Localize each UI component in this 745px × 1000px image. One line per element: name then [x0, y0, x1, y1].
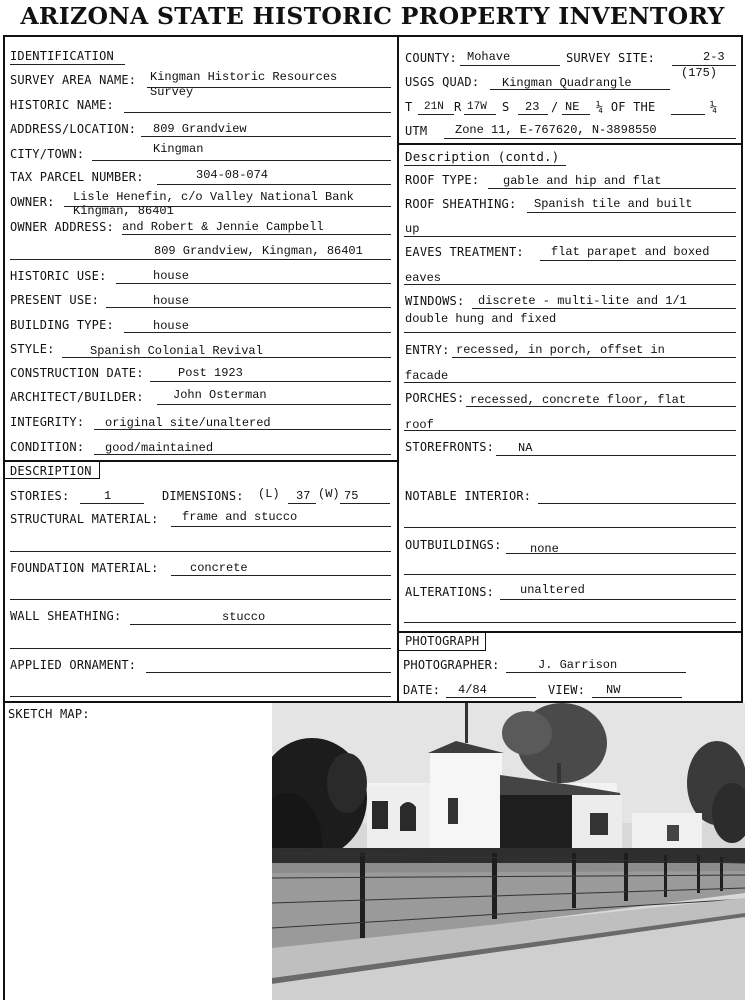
alterations-label: ALTERATIONS:: [405, 585, 495, 599]
trs-slash: /: [551, 100, 559, 114]
tax-parcel-value[interactable]: 304-08-074: [196, 168, 269, 182]
porches-value-2[interactable]: roof: [405, 418, 434, 432]
owner-label: OWNER:: [10, 195, 55, 209]
entry-label: ENTRY:: [405, 343, 450, 357]
description-heading: DESCRIPTION: [10, 464, 92, 478]
outbuildings-label: OUTBUILDINGS:: [405, 538, 502, 552]
utm-value[interactable]: Zone 11, E-767620, N-3898550: [455, 123, 657, 137]
survey-site-value[interactable]: 2-3: [703, 50, 725, 64]
owner-address-value[interactable]: and Robert & Jennie Campbell: [122, 220, 324, 234]
eaves-label: EAVES TREATMENT:: [405, 245, 524, 259]
wall-sheathing-label: WALL SHEATHING:: [10, 609, 122, 623]
foundation-material-label: FOUNDATION MATERIAL:: [10, 561, 159, 575]
survey-area-value-2[interactable]: Survey: [150, 85, 194, 99]
present-use-label: PRESENT USE:: [10, 293, 100, 307]
present-use-value[interactable]: house: [153, 294, 190, 308]
roof-type-value[interactable]: gable and hip and flat: [503, 174, 662, 188]
address-value[interactable]: 809 Grandview: [153, 122, 247, 136]
stories-value[interactable]: 1: [104, 489, 112, 503]
roof-sheathing-label: ROOF SHEATHING:: [405, 197, 517, 211]
style-label: STYLE:: [10, 342, 55, 356]
survey-site-label: SURVEY SITE:: [566, 51, 656, 65]
dimensions-label: DIMENSIONS:: [162, 489, 244, 503]
photo-date-value[interactable]: 4/84: [458, 683, 487, 697]
style-value[interactable]: Spanish Colonial Revival: [90, 344, 263, 358]
county-label: COUNTY:: [405, 51, 457, 65]
trs-r-label: R: [454, 100, 462, 114]
integrity-label: INTEGRITY:: [10, 415, 85, 429]
utm-label: UTM: [405, 124, 428, 138]
sketch-map-box: [3, 701, 274, 1000]
notable-interior-label: NOTABLE INTERIOR:: [405, 489, 532, 503]
architect-value[interactable]: John Osterman: [173, 388, 267, 402]
windows-value-2[interactable]: double hung and fixed: [405, 312, 557, 326]
trs-quarter-value[interactable]: NE: [565, 100, 580, 114]
applied-ornament-field[interactable]: [146, 672, 391, 673]
entry-value[interactable]: recessed, in porch, offset in: [456, 343, 665, 357]
porches-label: PORCHES:: [405, 391, 465, 405]
identification-heading: IDENTIFICATION: [10, 49, 114, 63]
dim-w-value[interactable]: 75: [344, 489, 359, 503]
historic-name-label: HISTORIC NAME:: [10, 98, 114, 112]
structural-material-label: STRUCTURAL MATERIAL:: [10, 512, 159, 526]
integrity-value[interactable]: original site/unaltered: [105, 416, 271, 430]
roof-sheathing-value[interactable]: Spanish tile and built: [534, 197, 693, 211]
usgs-quad-label: USGS QUAD:: [405, 75, 480, 89]
city-value[interactable]: Kingman: [153, 142, 204, 156]
building-type-value[interactable]: house: [153, 319, 190, 333]
construction-date-label: CONSTRUCTION DATE:: [10, 366, 144, 380]
photographer-value[interactable]: J. Garrison: [538, 658, 618, 672]
trs-s-label: S: [502, 100, 510, 114]
stories-label: STORIES:: [10, 489, 70, 503]
property-photo: [272, 703, 745, 1000]
outbuildings-value[interactable]: none: [530, 542, 559, 556]
description-contd-box: [397, 143, 743, 633]
eaves-value-2[interactable]: eaves: [405, 271, 442, 285]
historic-use-value[interactable]: house: [153, 269, 190, 283]
city-label: CITY/TOWN:: [10, 147, 85, 161]
county-value[interactable]: Mohave: [467, 50, 511, 64]
applied-ornament-label: APPLIED ORNAMENT:: [10, 658, 137, 672]
photo-date-label: DATE:: [403, 683, 441, 697]
foundation-material-value[interactable]: concrete: [190, 561, 248, 575]
eaves-value[interactable]: flat parapet and boxed: [551, 245, 710, 259]
trs-t-label: T: [405, 100, 413, 114]
usgs-quad-value[interactable]: Kingman Quadrangle: [502, 76, 632, 90]
historic-name-field[interactable]: [124, 112, 391, 113]
owner-value[interactable]: Lisle Henefin, c/o Valley National Bank: [73, 190, 354, 204]
owner-address-label: OWNER ADDRESS:: [10, 220, 114, 234]
form-title: ARIZONA STATE HISTORIC PROPERTY INVENTORY: [20, 2, 725, 30]
photo-view-value[interactable]: NW: [606, 683, 621, 697]
sketch-map-heading: SKETCH MAP:: [8, 707, 90, 721]
photo-view-label: VIEW:: [548, 683, 586, 697]
address-label: ADDRESS/LOCATION:: [10, 122, 137, 136]
alterations-value[interactable]: unaltered: [520, 583, 585, 597]
structural-material-value[interactable]: frame and stucco: [182, 510, 298, 524]
dim-l-label: (L): [258, 487, 280, 501]
storefronts-label: STOREFRONTS:: [405, 440, 495, 454]
roof-sheathing-value-2[interactable]: up: [405, 222, 420, 236]
storefronts-value[interactable]: NA: [518, 441, 533, 455]
windows-label: WINDOWS:: [405, 294, 465, 308]
construction-date-value[interactable]: Post 1923: [178, 366, 243, 380]
photograph-heading: PHOTOGRAPH: [405, 634, 480, 648]
tax-parcel-label: TAX PARCEL NUMBER:: [10, 170, 144, 184]
notable-interior-field[interactable]: [538, 503, 736, 504]
historic-use-label: HISTORIC USE:: [10, 269, 107, 283]
windows-value[interactable]: discrete - multi-lite and 1/1: [478, 294, 687, 308]
entry-value-2[interactable]: facade: [405, 369, 449, 383]
owner-address-value-2[interactable]: 809 Grandview, Kingman, 86401: [154, 244, 363, 258]
trs-r-value[interactable]: 17W: [467, 101, 487, 113]
owner-value-2[interactable]: Kingman, 86401: [73, 204, 174, 218]
architect-label: ARCHITECT/BUILDER:: [10, 390, 144, 404]
trs-s-value[interactable]: 23: [525, 100, 540, 114]
dim-w-label: (W): [318, 487, 340, 501]
roof-type-label: ROOF TYPE:: [405, 173, 480, 187]
survey-area-label: SURVEY AREA NAME:: [10, 73, 137, 87]
photographer-label: PHOTOGRAPHER:: [403, 658, 500, 672]
building-type-label: BUILDING TYPE:: [10, 318, 114, 332]
survey-site-value-2[interactable]: (175): [681, 66, 718, 80]
trs-of-the: ¼ OF THE: [596, 100, 656, 114]
description-contd-heading: Description (contd.): [405, 149, 560, 164]
wall-sheathing-value[interactable]: stucco: [222, 610, 266, 624]
condition-label: CONDITION:: [10, 440, 85, 454]
condition-value[interactable]: good/maintained: [105, 441, 214, 455]
trs-end: ¼: [710, 100, 718, 114]
trs-t-value[interactable]: 21N: [424, 101, 444, 113]
survey-area-value[interactable]: Kingman Historic Resources: [150, 70, 338, 84]
dim-l-value[interactable]: 37: [296, 489, 311, 503]
porches-value[interactable]: recessed, concrete floor, flat: [470, 393, 687, 407]
